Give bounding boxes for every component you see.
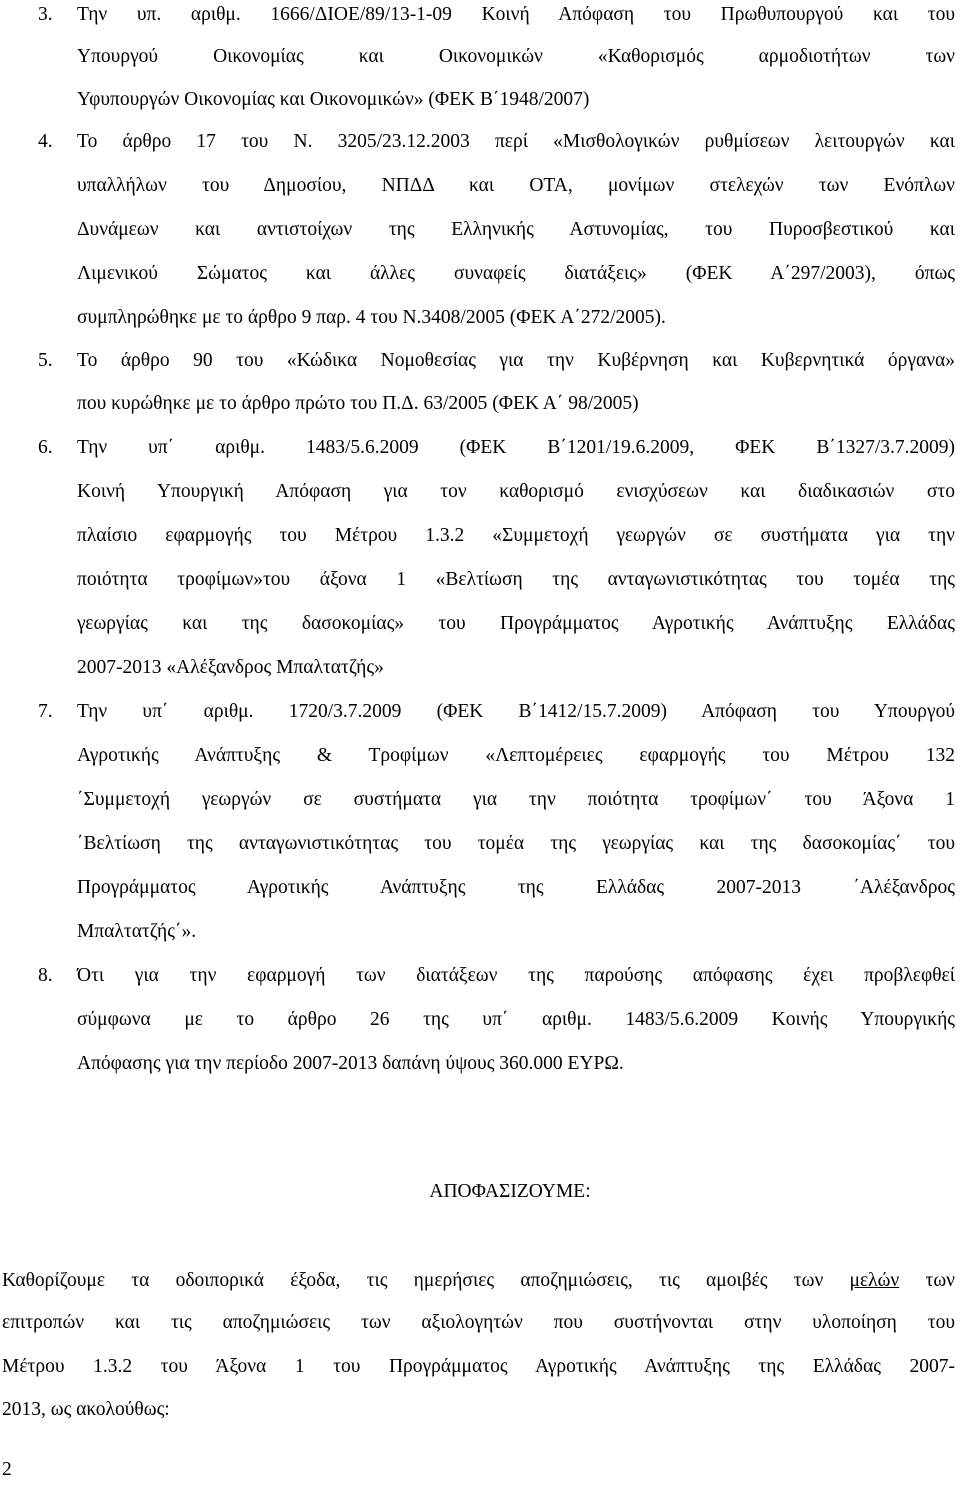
underlined-text: μελών [849,1270,900,1291]
item-number: 7. [38,701,53,722]
page-number: 2 [2,1459,12,1480]
item-text-line: Ότι για την εφαρμογή των διατάξεων της παρούσης απόφασης έχει προβλεφθεί [77,965,955,986]
item-text-line: πλαίσιο εφαρμογής του Μέτρου 1.3.2 «Συμμετοχή γεωργών σε συστήματα για την [77,525,955,546]
item-text-line: Την υπ΄ αριθμ. 1720/3.7.2009 (ΦΕΚ Β΄1412/15.7.2009) Απόφαση του Υπουργού [77,701,955,722]
item-text-line: γεωργίας και της δασοκομίας» του Προγράμματος Αγροτικής Ανάπτυξης Ελλάδας [77,613,955,634]
item-text-line: Την υπ΄ αριθμ. 1483/5.6.2009 (ΦΕΚ Β΄1201/19.6.2009, ΦΕΚ Β΄1327/3.7.2009) [77,437,955,458]
item-text-line: Το άρθρο 90 του «Κώδικα Νομοθεσίας για την Κυβέρνηση και Κυβερνητικά όργανα» [77,350,955,371]
item-text-line: 2007-2013 «Αλέξανδρος Μπαλτατζής» [77,657,384,678]
item-text-line: Λιμενικού Σώματος και άλλες συναφείς διατάξεις» (ΦΕΚ Α΄297/2003), όπως [77,263,955,284]
item-number: 6. [38,437,53,458]
item-text-line: Προγράμματος Αγροτικής Ανάπτυξης της Ελλάδας 2007-2013 ΄Αλέξανδρος [77,877,955,898]
item-number: 3. [38,4,53,25]
item-text-line: Το άρθρο 17 του Ν. 3205/23.12.2003 περί «Μισθολογικών ρυθμίσεων λειτουργών και [77,131,955,152]
decision-heading: ΑΠΟΦΑΣΙΖΟΥΜΕ: [429,1181,591,1202]
item-number: 8. [38,965,53,986]
item-text-line: συμπληρώθηκε με το άρθρο 9 παρ. 4 του Ν.3408/2005 (ΦΕΚ Α΄272/2005). [77,307,666,328]
item-text-line: ΄Συμμετοχή γεωργών σε συστήματα για την ποιότητα τροφίμων΄ του Άξονα 1 [77,789,955,810]
decision-text-line: επιτροπών και τις αποζημιώσεις των αξιολογητών που συστήνονται στην υλοποίηση του [2,1312,955,1333]
decision-text-line: 2013, ως ακολούθως: [2,1399,170,1420]
item-text-line: Μπαλτατζής΄». [77,921,197,942]
item-text-line: υπαλλήλων του Δημοσίου, ΝΠΔΔ και ΟΤΑ, μονίμων στελεχών των Ενόπλων [77,175,955,196]
decision-text-line: Μέτρου 1.3.2 του Άξονα 1 του Προγράμματος Αγροτικής Ανάπτυξης της Ελλάδας 2007- [2,1356,955,1377]
item-text-line: σύμφωνα με το άρθρο 26 της υπ΄ αριθμ. 1483/5.6.2009 Κοινής Υπουργικής [77,1009,955,1030]
item-text-line: Υπουργού Οικονομίας και Οικονομικών «Καθορισμός αρμοδιοτήτων των [77,46,955,67]
item-text-line: ποιότητα τροφίμων»του άξονα 1 «Βελτίωση της ανταγωνιστικότητας του τομέα της [77,569,955,590]
item-text-line: Αγροτικής Ανάπτυξης & Τροφίμων «Λεπτομέρειες εφαρμογής του Μέτρου 132 [77,745,955,766]
item-text-line: Υφυπουργών Οικονομίας και Οικονομικών» (ΦΕΚ Β΄1948/2007) [77,89,590,110]
item-text-line: Δυνάμεων και αντιστοίχων της Ελληνικής Αστυνομίας, του Πυροσβεστικού και [77,219,955,240]
decision-text-line: Καθορίζουμε τα οδοιπορικά έξοδα, τις ημερήσιες αποζημιώσεις, τις αμοιβές των μελών των [2,1270,955,1291]
item-text-line: Την υπ. αριθμ. 1666/ΔΙΟΕ/89/13-1-09 Κοινή Απόφαση του Πρωθυπουργού και του [77,4,955,25]
item-text-line: Κοινή Υπουργική Απόφαση για τον καθορισμό ενισχύσεων και διαδικασιών στο [77,481,955,502]
item-number: 4. [38,131,53,152]
item-number: 5. [38,350,53,371]
item-text-line: Απόφασης για την περίοδο 2007-2013 δαπάνη ύψους 360.000 ΕΥΡΩ. [77,1053,624,1074]
item-text-line: ΄Βελτίωση της ανταγωνιστικότητας του τομέα της γεωργίας και της δασοκομίας΄ του [77,833,955,854]
item-text-line: που κυρώθηκε με το άρθρο πρώτο του Π.Δ. 63/2005 (ΦΕΚ Α΄ 98/2005) [77,393,639,414]
